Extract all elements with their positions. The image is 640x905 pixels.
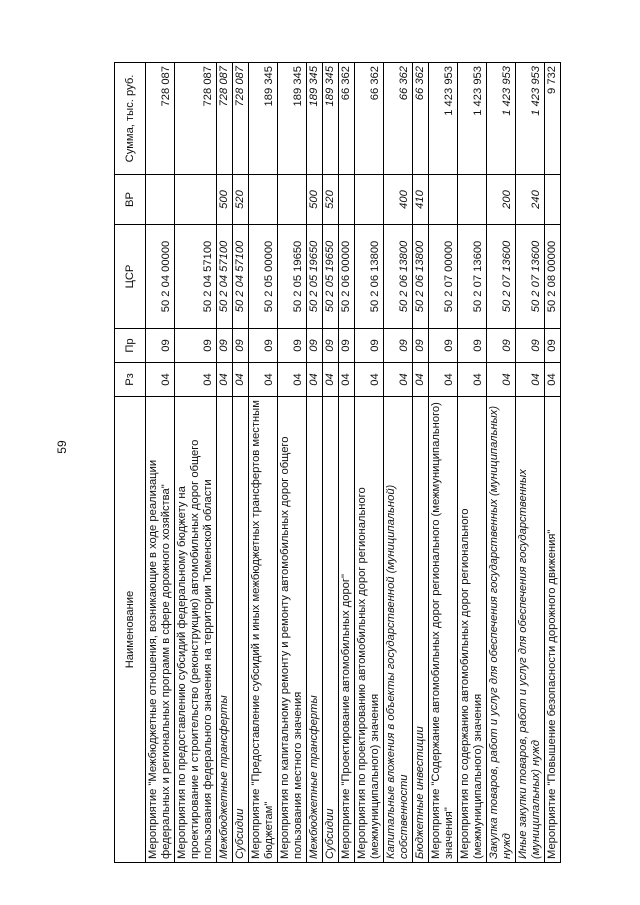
cell-rz: 04: [233, 363, 249, 397]
cell-pr: 09: [146, 329, 175, 363]
cell-csr: 50 2 05 19650: [278, 225, 307, 329]
cell-name: Мероприятие "Содержание автомобильных дорог регионального (межмуниципального) значения": [429, 397, 458, 863]
cell-rz: 04: [175, 363, 217, 397]
cell-csr: 50 2 07 13600: [458, 225, 487, 329]
cell-rz: 04: [413, 363, 429, 397]
cell-pr: 09: [217, 329, 233, 363]
table-row: [233, 63, 249, 863]
cell-sum: 1 423 953: [429, 63, 458, 175]
cell-rz: 04: [249, 363, 278, 397]
table-row: [355, 63, 384, 863]
table-row: [249, 63, 278, 863]
cell-sum: 728 087: [175, 63, 217, 175]
table-row: [413, 63, 429, 863]
cell-pr: 09: [487, 329, 516, 363]
cell-name: Бюджетные инвестиции: [413, 397, 429, 863]
budget-table: [114, 62, 561, 863]
cell-vr: [249, 175, 278, 225]
table-row: [217, 63, 233, 863]
cell-pr: 09: [307, 329, 323, 363]
cell-rz: 04: [146, 363, 175, 397]
rotated-table-wrapper: [114, 63, 609, 863]
cell-name: Мероприятие "Проектирование автомобильных дорог": [339, 397, 355, 863]
cell-vr: [355, 175, 384, 225]
cell-sum: 728 087: [217, 63, 233, 175]
cell-vr: [339, 175, 355, 225]
cell-pr: 09: [458, 329, 487, 363]
cell-vr: 200: [487, 175, 516, 225]
table-row: [146, 63, 175, 863]
cell-sum: 9 732: [545, 63, 561, 175]
cell-csr: 50 2 04 57100: [217, 225, 233, 329]
header-sum: Сумма, тыс. руб.: [115, 63, 146, 175]
cell-rz: 04: [545, 363, 561, 397]
cell-sum: 189 345: [307, 63, 323, 175]
cell-vr: [278, 175, 307, 225]
cell-csr: 50 2 05 00000: [249, 225, 278, 329]
cell-csr: 50 2 08 00000: [545, 225, 561, 329]
cell-name: Мероприятия по капитальному ремонту и ремонту автомобильных дорог общего пользования местного значения: [278, 397, 307, 863]
cell-sum: 1 423 953: [458, 63, 487, 175]
cell-vr: 520: [233, 175, 249, 225]
table-row: [516, 63, 545, 863]
header-rz: Рз: [115, 363, 146, 397]
cell-pr: 09: [545, 329, 561, 363]
cell-name: Капитальные вложения в объекты государственной (муниципальной) собственности: [384, 397, 413, 863]
table-row: [175, 63, 217, 863]
cell-pr: 09: [278, 329, 307, 363]
cell-name: Межбюджетные трансферты: [217, 397, 233, 863]
table-row: [429, 63, 458, 863]
cell-name: Мероприятия по проектированию автомобильных дорог регионального (межмуниципального) значения: [355, 397, 384, 863]
cell-sum: 189 345: [278, 63, 307, 175]
cell-rz: 04: [429, 363, 458, 397]
cell-name: Мероприятие "Повышение безопасности дорожного движения": [545, 397, 561, 863]
cell-pr: 09: [384, 329, 413, 363]
cell-sum: 728 087: [233, 63, 249, 175]
cell-vr: 410: [413, 175, 429, 225]
table-row: [339, 63, 355, 863]
cell-sum: 66 362: [413, 63, 429, 175]
cell-csr: 50 2 07 00000: [429, 225, 458, 329]
cell-name: Субсидии: [323, 397, 339, 863]
table-row: [278, 63, 307, 863]
cell-pr: 09: [413, 329, 429, 363]
cell-sum: 1 423 953: [487, 63, 516, 175]
cell-rz: 04: [339, 363, 355, 397]
header-name: Наименование: [115, 397, 146, 863]
cell-vr: 520: [323, 175, 339, 225]
cell-csr: 50 2 06 13800: [384, 225, 413, 329]
cell-csr: 50 2 07 13600: [516, 225, 545, 329]
cell-vr: [545, 175, 561, 225]
cell-rz: 04: [458, 363, 487, 397]
table-row: [458, 63, 487, 863]
cell-sum: 66 362: [339, 63, 355, 175]
cell-csr: 50 2 04 00000: [146, 225, 175, 329]
cell-name: Мероприятие "Предоставление субсидий и иных межбюджетных трансфертов местным бюджетам": [249, 397, 278, 863]
cell-csr: 50 2 06 13800: [413, 225, 429, 329]
header-csr: ЦСР: [115, 225, 146, 329]
cell-sum: 189 345: [249, 63, 278, 175]
cell-csr: 50 2 04 57100: [233, 225, 249, 329]
cell-vr: 400: [384, 175, 413, 225]
cell-csr: 50 2 07 13600: [487, 225, 516, 329]
cell-name: Мероприятие "Межбюджетные отношения, возникающие в ходе реализации федеральных и региональных программ в сфере дорожного хозяйства": [146, 397, 175, 863]
table-row: [307, 63, 323, 863]
cell-csr: 50 2 06 00000: [339, 225, 355, 329]
cell-name: Мероприятия по содержанию автомобильных дорог регионального (межмуниципального) значения: [458, 397, 487, 863]
cell-pr: 09: [429, 329, 458, 363]
cell-csr: 50 2 04 57100: [175, 225, 217, 329]
cell-vr: 240: [516, 175, 545, 225]
cell-vr: 500: [217, 175, 233, 225]
cell-sum: 189 345: [323, 63, 339, 175]
cell-csr: 50 2 05 19650: [307, 225, 323, 329]
cell-rz: 04: [278, 363, 307, 397]
table-body: [146, 63, 561, 863]
cell-csr: 50 2 05 19650: [323, 225, 339, 329]
cell-vr: 500: [307, 175, 323, 225]
cell-name: Закупка товаров, работ и услуг для обеспечения государственных (муниципальных) нужд: [487, 397, 516, 863]
cell-csr: 50 2 06 13800: [355, 225, 384, 329]
cell-name: Мероприятия по предоставлению субсидий федеральному бюджету на проектирование и строительство (реконструкцию) автомобильных дорог общего пользования федерального значения на территории Тюменской области: [175, 397, 217, 863]
cell-sum: 66 362: [355, 63, 384, 175]
cell-rz: 04: [516, 363, 545, 397]
cell-name: Субсидии: [233, 397, 249, 863]
table-row: [487, 63, 516, 863]
cell-pr: 09: [175, 329, 217, 363]
cell-rz: 04: [355, 363, 384, 397]
cell-vr: [175, 175, 217, 225]
cell-sum: 728 087: [146, 63, 175, 175]
header-pr: Пр: [115, 329, 146, 363]
cell-pr: 09: [249, 329, 278, 363]
table-row: [545, 63, 561, 863]
cell-vr: [458, 175, 487, 225]
page-number: 59: [55, 440, 69, 454]
table-header-row: [115, 63, 146, 863]
cell-pr: 09: [339, 329, 355, 363]
cell-pr: 09: [323, 329, 339, 363]
header-vr: ВР: [115, 175, 146, 225]
cell-rz: 04: [217, 363, 233, 397]
cell-sum: 66 362: [384, 63, 413, 175]
cell-vr: [429, 175, 458, 225]
cell-rz: 04: [384, 363, 413, 397]
table-row: [384, 63, 413, 863]
cell-rz: 04: [323, 363, 339, 397]
cell-pr: 09: [355, 329, 384, 363]
cell-name: Межбюджетные трансферты: [307, 397, 323, 863]
cell-sum: 1 423 953: [516, 63, 545, 175]
table-row: [323, 63, 339, 863]
cell-rz: 04: [307, 363, 323, 397]
cell-pr: 09: [233, 329, 249, 363]
cell-pr: 09: [516, 329, 545, 363]
cell-rz: 04: [487, 363, 516, 397]
cell-name: Иные закупки товаров, работ и услуг для обеспечения государственных (муниципальных) нужд: [516, 397, 545, 863]
cell-vr: [146, 175, 175, 225]
